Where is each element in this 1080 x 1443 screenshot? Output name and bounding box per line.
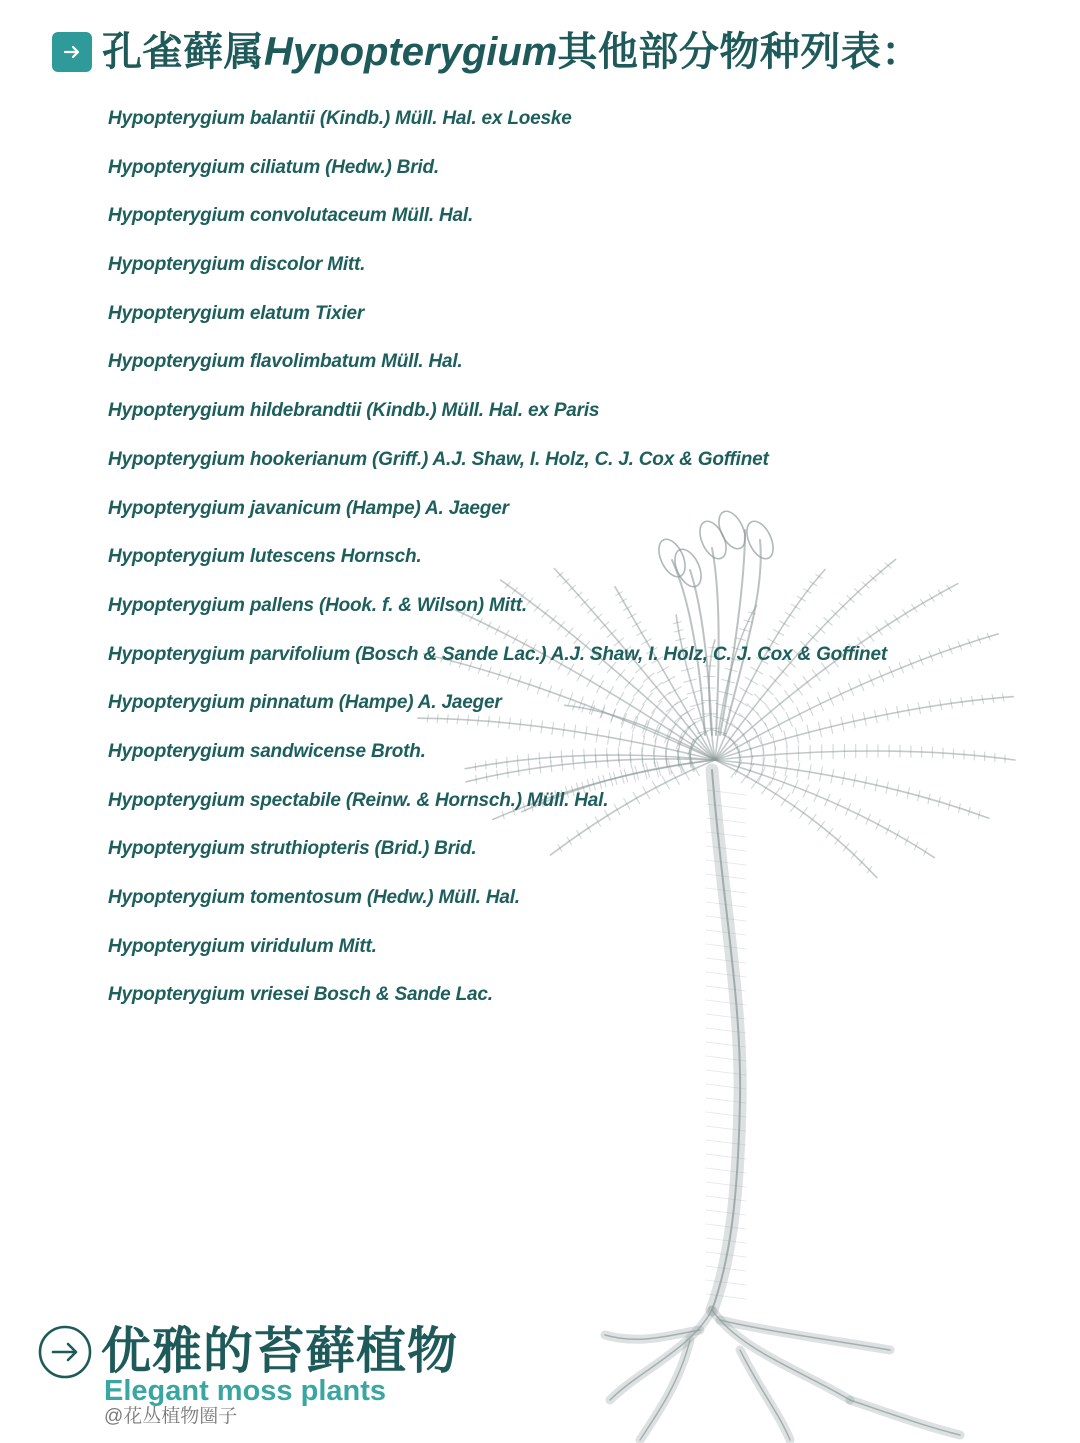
- species-item: Hypopterygium discolor Mitt.: [108, 254, 366, 276]
- brand-subtitle: Elegant moss plants: [104, 1375, 387, 1407]
- species-item: Hypopterygium struthiopteris (Brid.) Brid.: [108, 838, 477, 860]
- species-item: Hypopterygium balantii (Kindb.) Müll. Hal. ex Loeske: [108, 108, 572, 129]
- species-item: Hypopterygium lutescens Hornsch.: [108, 546, 422, 568]
- species-item: Hypopterygium parvifolium (Bosch & Sande Lac.) A.J. Shaw, I. Holz, C. J. Cox & Goffinet: [108, 643, 887, 665]
- brand-handle: @花丛植物圈子: [104, 1406, 238, 1427]
- circle-arrow-right-icon: [37, 1324, 93, 1380]
- page-title: [102, 28, 922, 76]
- page-header: [52, 26, 922, 78]
- species-item: Hypopterygium vriesei Bosch & Sande Lac.: [108, 984, 493, 1006]
- title-genus: Hypopterygium: [264, 30, 558, 74]
- species-item: Hypopterygium hildebrandtii (Kindb.) Müll. Hal. ex Paris: [108, 400, 600, 422]
- species-item: Hypopterygium hookerianum (Griff.) A.J. Shaw, I. Holz, C. J. Cox & Goffinet: [108, 448, 769, 470]
- species-item: Hypopterygium flavolimbatum Müll. Hal.: [108, 351, 463, 373]
- species-list: [108, 104, 887, 1029]
- title-suffix: 其他部分物种列表：: [557, 30, 922, 74]
- species-item: Hypopterygium viridulum Mitt.: [108, 935, 377, 957]
- species-item: Hypopterygium ciliatum (Hedw.) Brid.: [108, 156, 439, 178]
- species-item: Hypopterygium spectabile (Reinw. & Hornsch.) Müll. Hal.: [108, 789, 609, 811]
- species-item: Hypopterygium convolutaceum Müll. Hal.: [108, 205, 474, 227]
- arrow-right-icon: [52, 32, 92, 72]
- species-item: Hypopterygium tomentosum (Hedw.) Müll. Hal.: [108, 887, 520, 908]
- species-item: Hypopterygium javanicum (Hampe) A. Jaeger: [108, 497, 509, 519]
- species-item: Hypopterygium pinnatum (Hampe) A. Jaeger: [108, 692, 502, 714]
- brand-title: 优雅的苔藓植物: [101, 1323, 458, 1379]
- species-item: Hypopterygium sandwicense Broth.: [108, 740, 426, 762]
- title-prefix: 孔雀藓属: [102, 30, 264, 74]
- species-item: Hypopterygium elatum Tixier: [108, 302, 365, 324]
- species-item: Hypopterygium pallens (Hook. f. & Wilson) Mitt.: [108, 594, 527, 616]
